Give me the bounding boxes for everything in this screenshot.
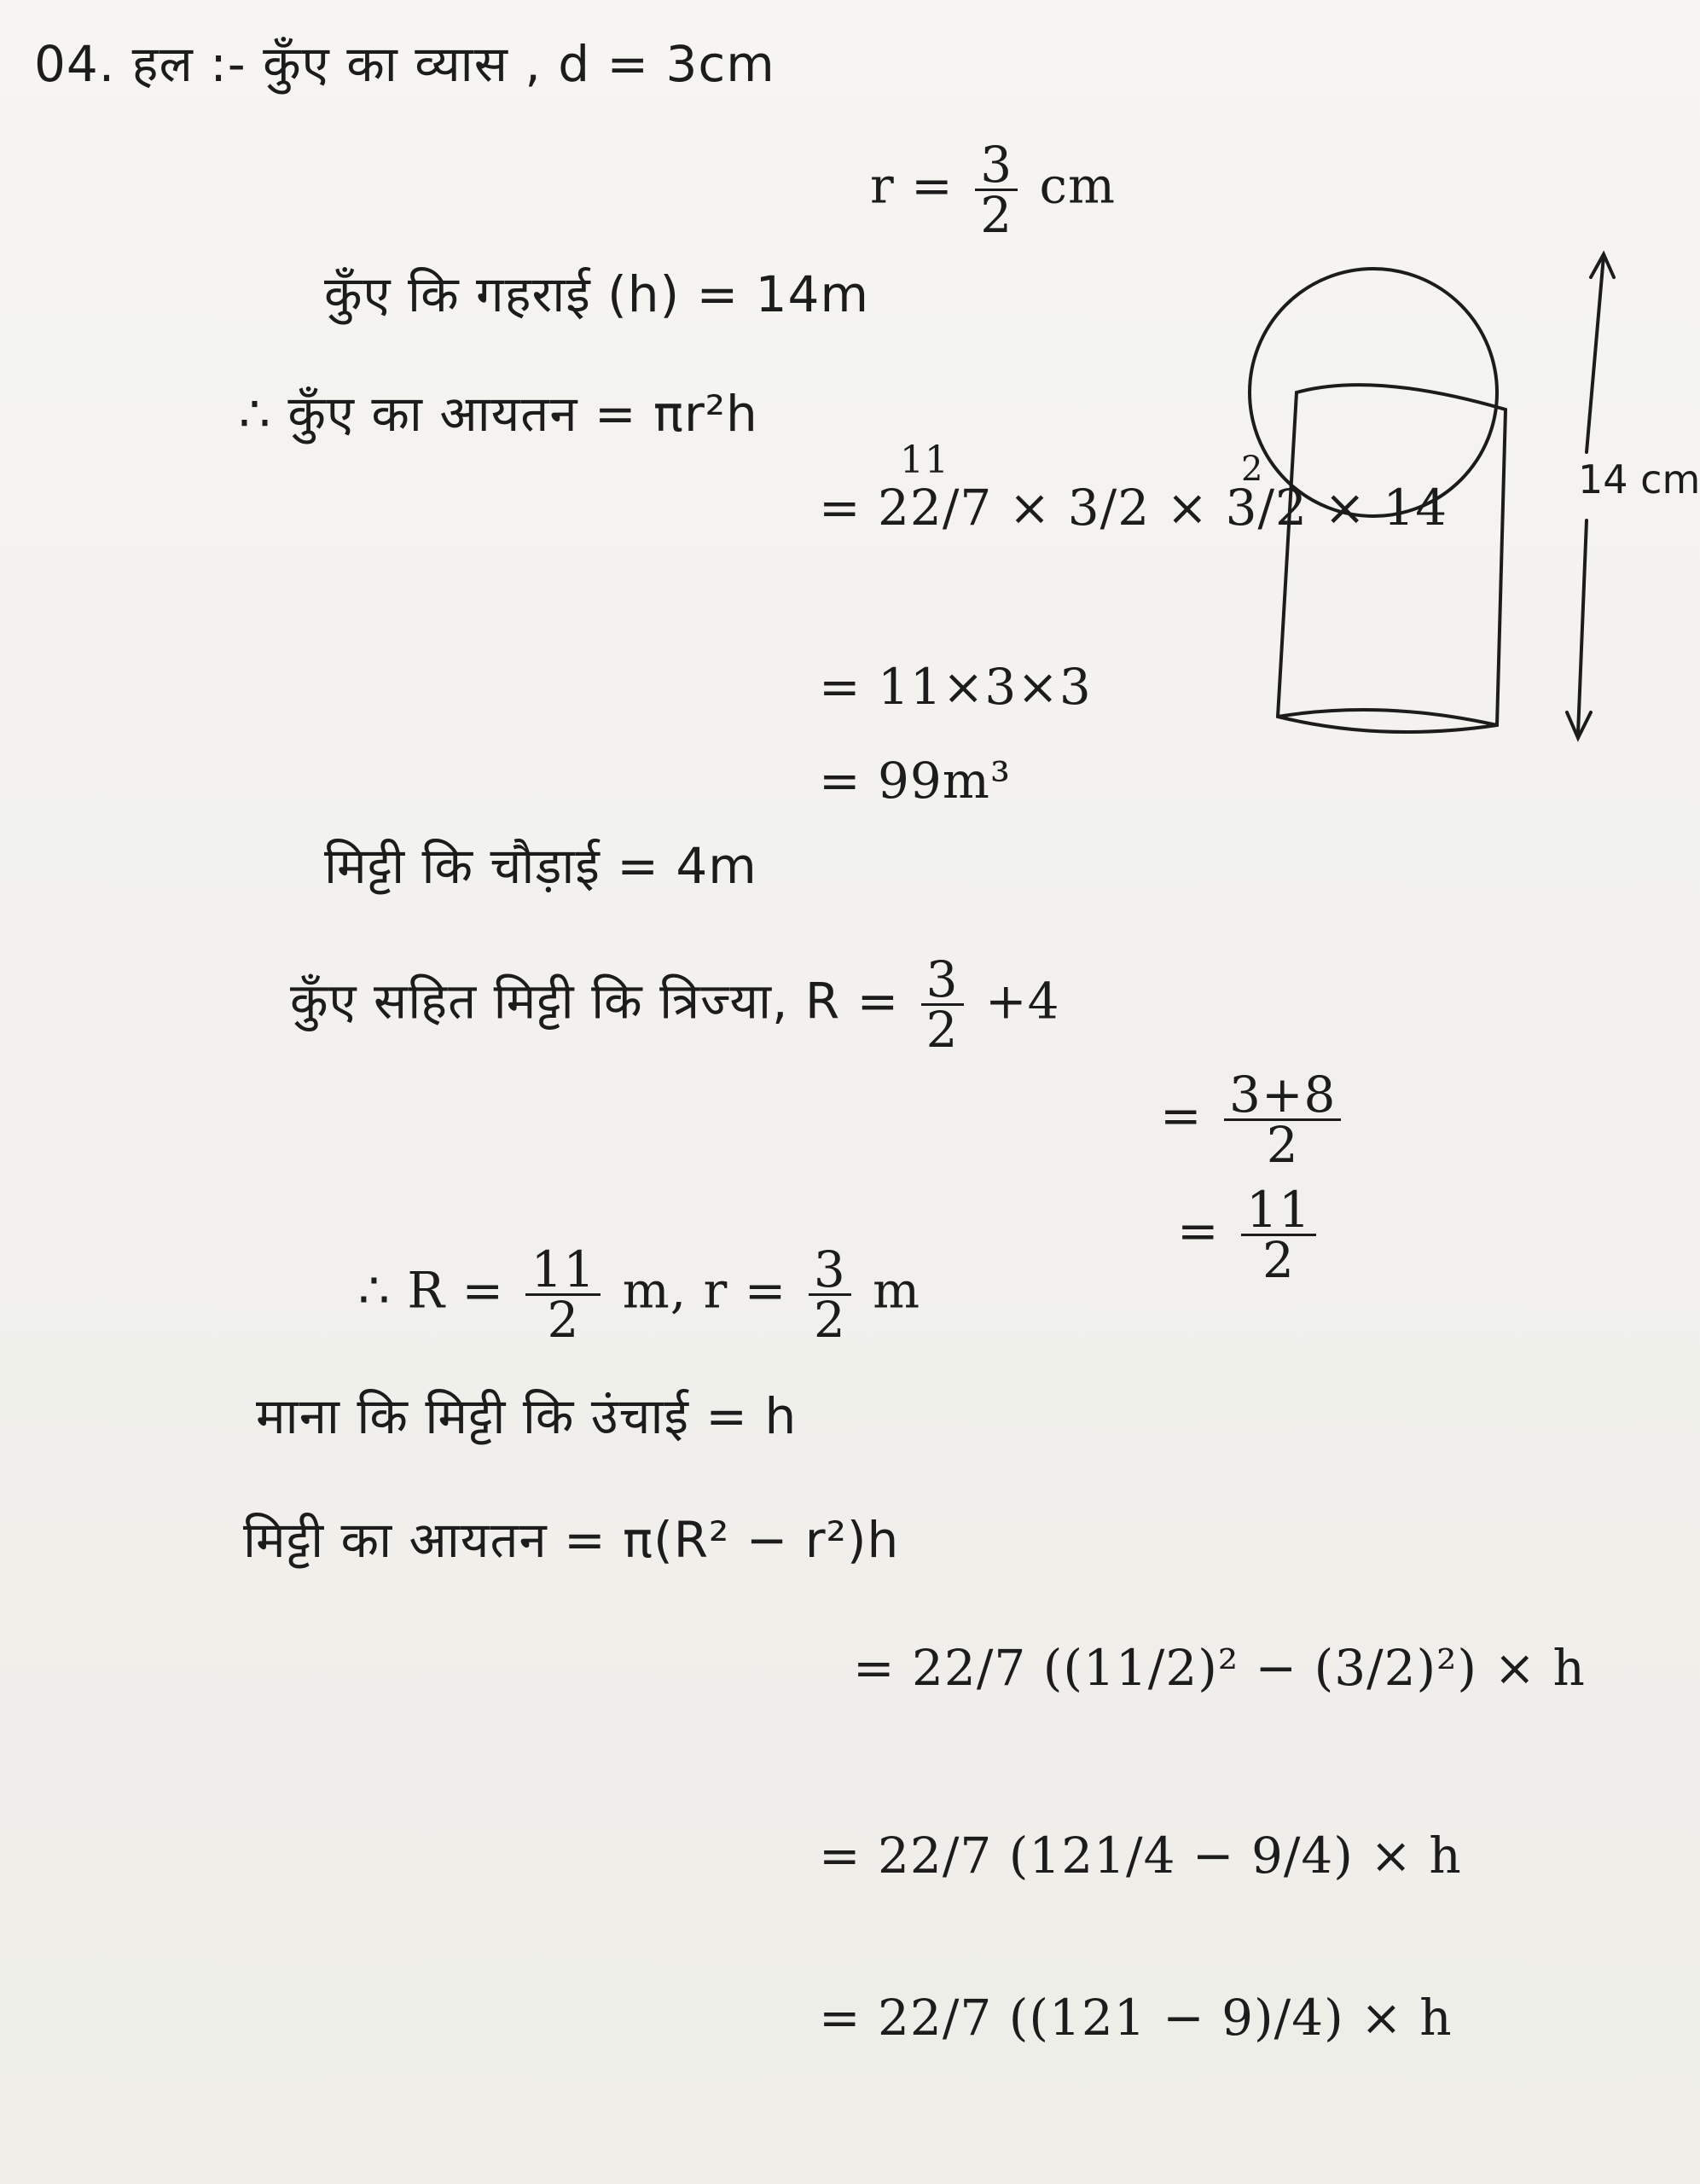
well-volume-formula: ∴ कुँए का आयतन = πr²h — [239, 385, 758, 443]
height-arrow-lower — [1578, 520, 1587, 734]
outer-radius-step: = $\frac{3+8}{2}$ — [1160, 1071, 1346, 1169]
cancel-mark-2: 2 — [1241, 450, 1264, 489]
outer-circle — [1250, 269, 1497, 516]
radius-line: r = $\frac{3}{2}$ cm — [870, 136, 1117, 244]
cylinder-top-edge — [1297, 385, 1506, 410]
outer-radius-line: कुँए सहित मिट्टी कि त्रिज्या, R = $\frac{3}{2}$ +4 — [290, 950, 1060, 1059]
soil-width-line: मिट्टी कि चौड़ाई = 4m — [324, 837, 757, 895]
soil-volume-step-2: = 22/7 ((121 − 9)/4) × h — [819, 1989, 1453, 2047]
well-cylinder-sketch — [1228, 239, 1700, 768]
outer-radius-fraction: $\frac{3}{2}$ — [921, 956, 964, 1054]
height-arrow-upper — [1587, 256, 1604, 452]
solution-heading: 04. हल :- कुँए का व्यास , d = 3cm — [34, 35, 775, 93]
well-volume-result: = 99m³ — [819, 752, 1012, 810]
radius-fraction: $\frac{3}{2}$ — [975, 141, 1018, 239]
cylinder-left-side — [1278, 392, 1297, 717]
radii-summary: ∴ R = $\frac{11}{2}$ m, r = $\frac{3}{2}$ m — [358, 1240, 921, 1349]
cylinder-right-side — [1497, 410, 1506, 725]
cancel-mark-11: 11 — [900, 439, 949, 482]
soil-volume-step-1: = 22/7 (121/4 − 9/4) × h — [819, 1827, 1462, 1885]
well-diagram — [1228, 239, 1700, 768]
well-volume-step: = 11×3×3 — [819, 658, 1092, 716]
well-volume-substitution: 11 2 = 22/7 × 3/2 × 3/2 × 14 — [819, 478, 1448, 537]
depth-line: कुँए कि गहराई (h) = 14m — [324, 265, 869, 323]
height-assumption: माना कि मिट्टी कि उंचाई = h — [256, 1387, 798, 1445]
outer-radius-result: = $\frac{11}{2}$ — [1177, 1186, 1321, 1284]
soil-volume-formula: मिट्टी का आयतन = π(R² − r²)h — [243, 1511, 900, 1569]
diagram-height-label: 14 cm — [1578, 456, 1700, 502]
soil-volume-substitution: = 22/7 ((11/2)² − (3/2)²) × h — [853, 1639, 1586, 1697]
